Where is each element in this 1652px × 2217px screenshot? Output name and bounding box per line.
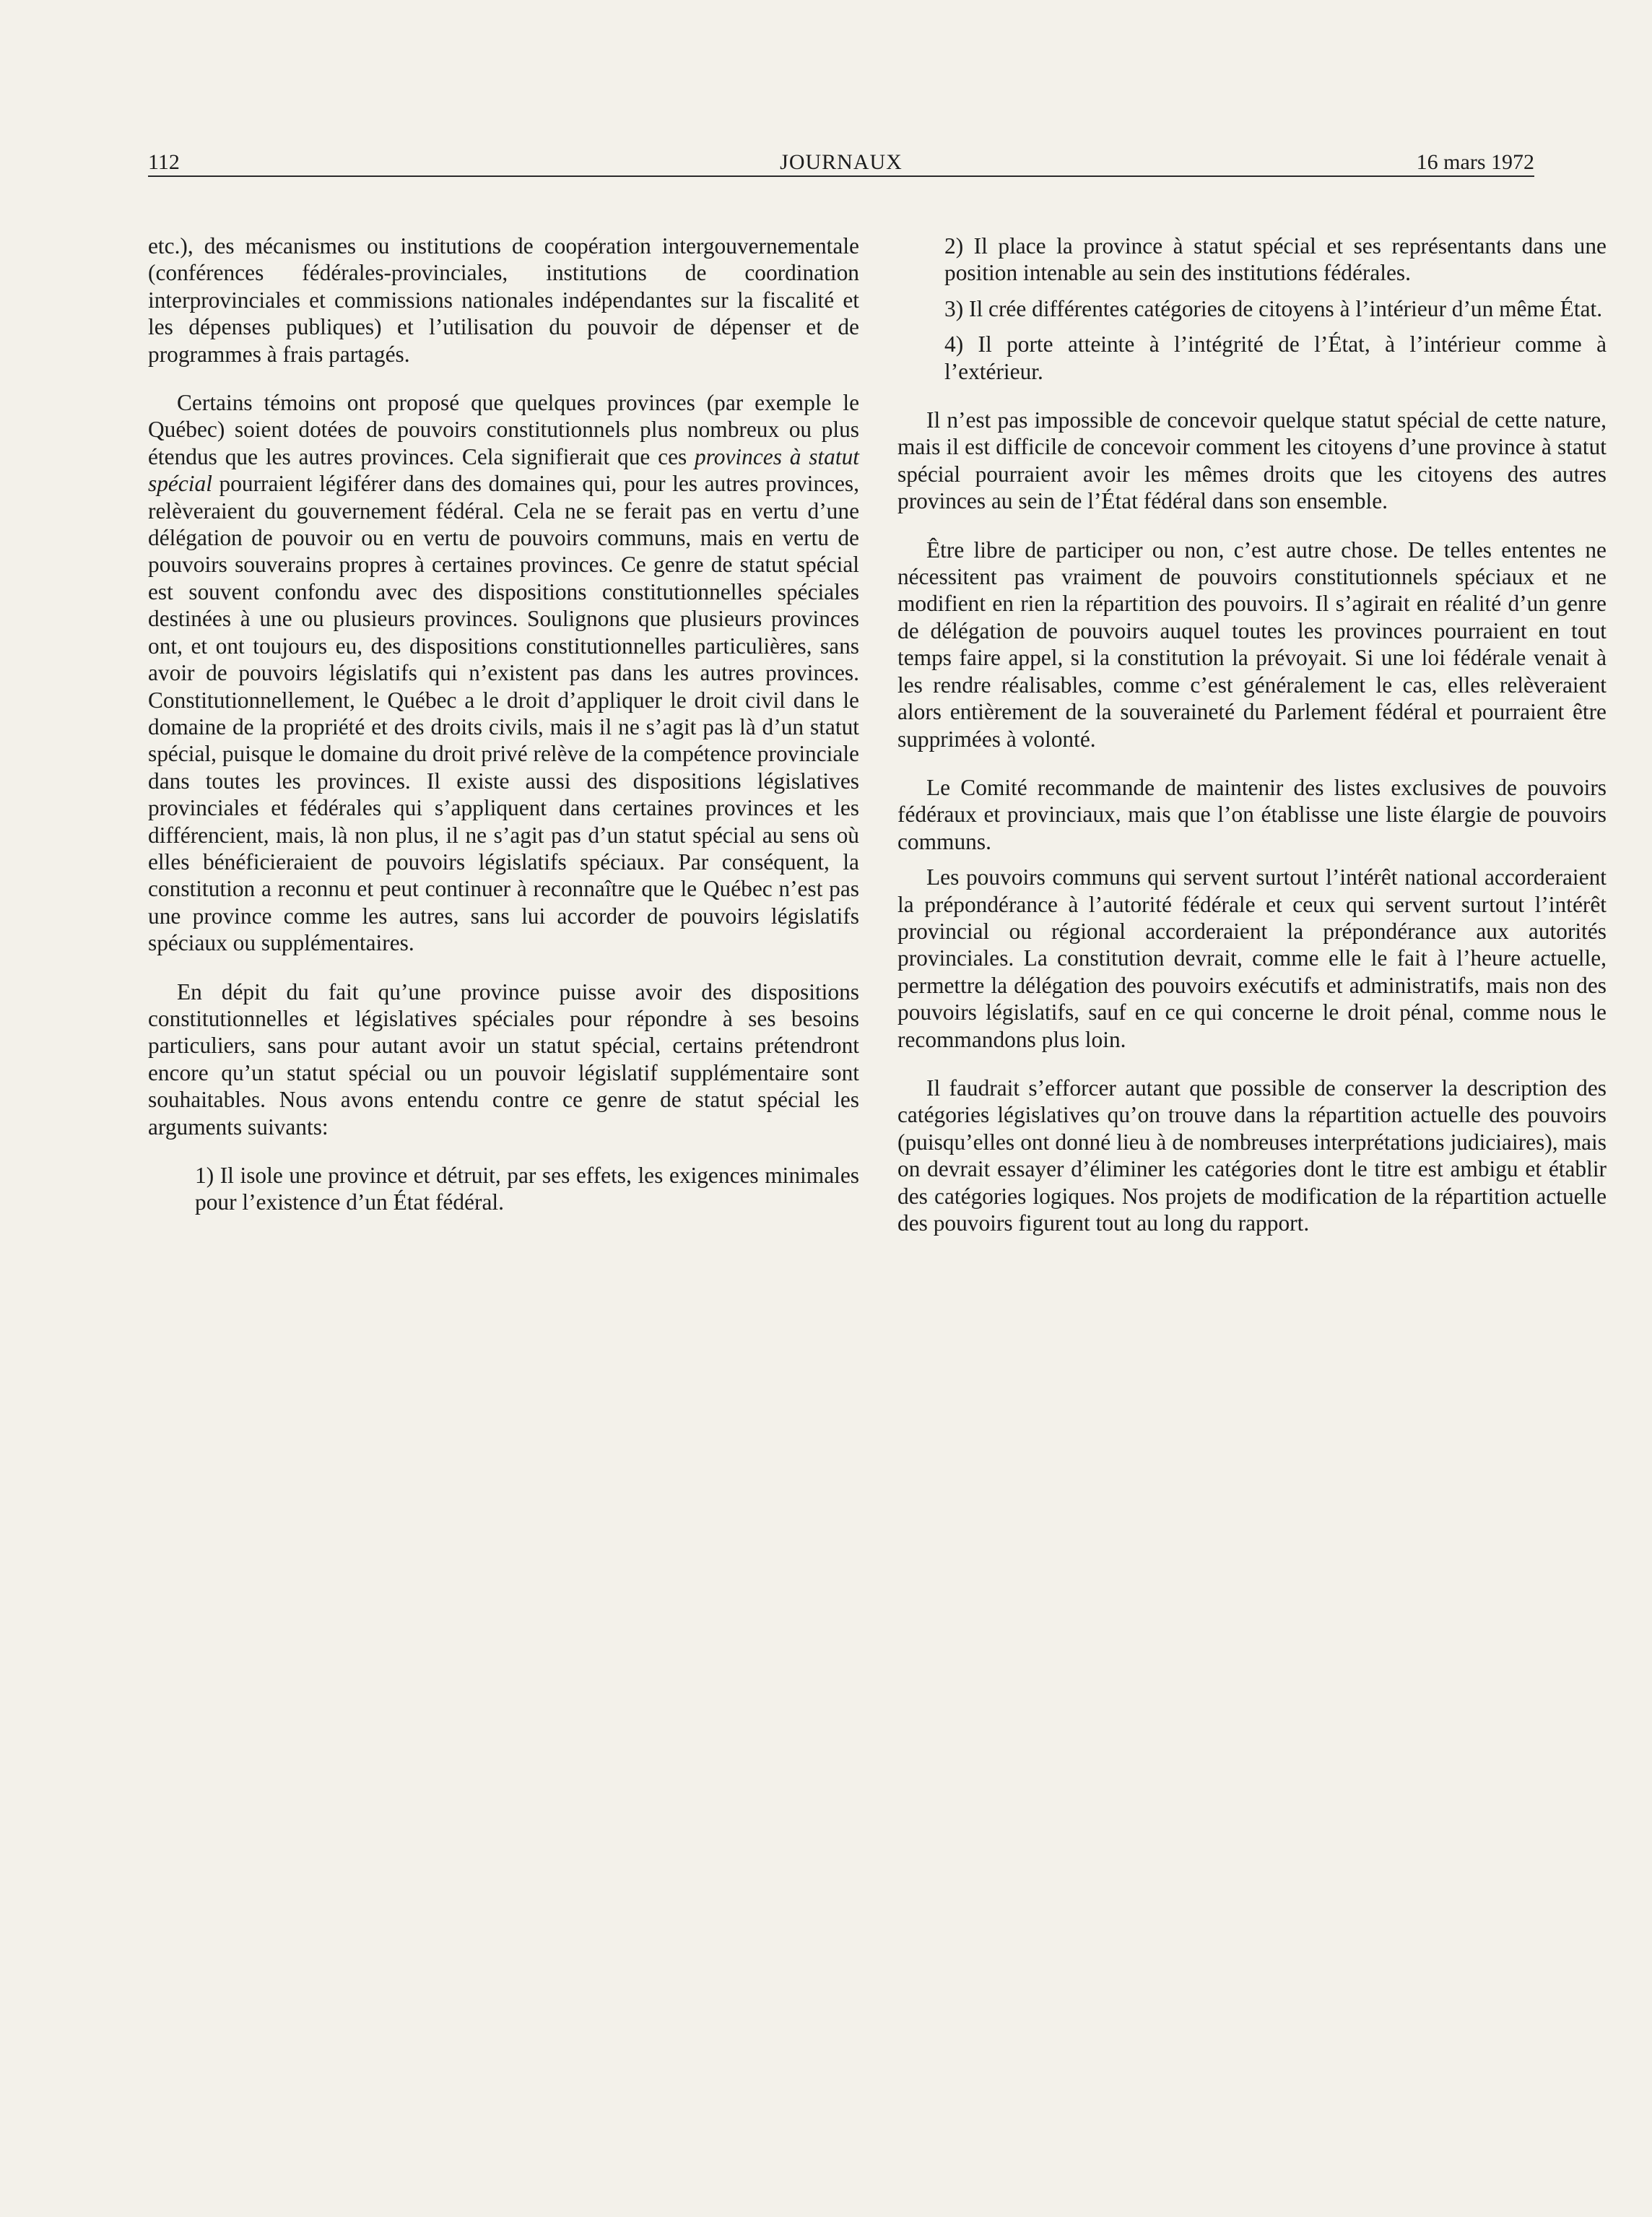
page-number: 112 (148, 150, 180, 174)
header-rule (148, 175, 1534, 177)
paragraph-text: pourraient légiférer dans des domaines qui, pour les autres provinces, relèveraient du gouvernement fédéral. Cela ne se ferait pas en vertu d’une délégation de pouvoir ou en vertu de pouvoirs communs, mais en vertu de pouvoirs souverains propres à certaines provinces. Ce genre de statut spécial est souvent confondu avec des dispositions constitutionnelles spéciales destinées à une ou plusieurs provinces. Soulignons que plusieurs provinces ont, et ont toujours eu, des dispositions constitutionnelles particulières, sans avoir de pouvoirs législatifs qui n’existent pas dans les autres provinces. Constitutionnellement, le Québec a le droit d’appliquer le droit civil dans le domaine de la propriété et des droits civils, mais il ne s’agit pas là d’un statut spécial, puisque le domaine du droit privé relève de la compétence provinciale dans toutes les provinces. Il existe aussi des dispositions législatives provinciales et fédérales qui s’appliquent dans certaines provinces et les différencient, mais, là non plus, il ne s’agit pas d’un statut spécial au sens où elles bénéficieraient de pouvoirs législatifs spéciaux. Par conséquent, la constitution a reconnu et peut continuer à reconnaître que le Québec n’est pas une province comme les autres, sans lui accorder de pouvoirs législatifs spéciaux ou supplémentaires. (148, 471, 859, 956)
argument-item-1: 1) Il isole une province et détruit, par ses effets, les exigences minimales pour l’existence d’un État fédéral. (195, 1163, 859, 1215)
journal-title: JOURNAUX (780, 150, 903, 174)
argument-item-4: 4) Il porte atteinte à l’intégrité de l’État, à l’intérieur comme à l’extérieur. (944, 331, 1607, 384)
paragraph-recommendation: Le Comité recommande de maintenir des listes exclusives de pouvoirs fédéraux et provinciaux, mais que l’on établisse une liste élargie de pouvoirs communs. (897, 774, 1607, 854)
argument-item-2: 2) Il place la province à statut spécial et ses représentants dans une position intenable au sein des institutions fédérales. (944, 233, 1607, 286)
paragraph-conclusion: Il n’est pas impossible de concevoir quelque statut spécial de cette nature, mais il est difficile de concevoir comment les citoyens d’une province à statut spécial pourraient avoir les mêmes droits que les citoyens des autres provinces au sein de l’État fédéral dans son ensemble. (897, 407, 1607, 514)
paragraph-special-status (148, 389, 859, 957)
paragraph-legislative-categories: Il faudrait s’efforcer autant que possible de conserver la description des catégories législatives qu’on trouve dans la répartition actuelle des pouvoirs (puisqu’elles ont donné lieu à de nombreuses interprétations judiciaires), mais on devrait essayer d’éliminer les catégories dont le titre est ambigu et établir des catégories logiques. Nos projets de modification de la répartition actuelle des pouvoirs figurent tout au long du rapport. (897, 1075, 1607, 1236)
paragraph-participation: Être libre de participer ou non, c’est autre chose. De telles ententes ne nécessitent pas vraiment de pouvoirs constitutionnels spéciaux et ne modifient en rien la répartition des pouvoirs. Il s’agirait en réalité d’un genre de délégation de pouvoirs auquel toutes les provinces pourraient en tout temps faire appel, si la constitution la prévoyait. Si une loi fédérale venait à les rendre réalisables, comme c’est généralement le cas, elles relèveraient alors entièrement de la souveraineté du Parlement fédéral et pourraient être supprimées à volonté. (897, 537, 1607, 752)
header-date: 16 mars 1972 (1416, 150, 1534, 174)
left-column (148, 233, 859, 1238)
paragraph-text: Certains témoins ont proposé que quelques provinces (par exemple le Québec) soient dotées de pouvoirs constitutionnels plus nombreux ou plus étendus que les autres provinces. Cela signifierait que ces (148, 390, 859, 469)
paragraph-continued: etc.), des mécanismes ou institutions de coopération intergouvernementale (conférences fédérales-provinciales, institutions de coordination interprovinciales et commissions nationales indépendantes sur la fiscalité et les dépenses publiques) et l’utilisation du pouvoir de dépenser et de programmes à frais partagés. (148, 233, 859, 367)
running-header (148, 147, 1534, 178)
right-column (897, 233, 1607, 1258)
argument-item-3: 3) Il crée différentes catégories de citoyens à l’intérieur d’un même État. (944, 295, 1603, 321)
paragraph-arguments-intro: En dépit du fait qu’une province puisse avoir des dispositions constitutionnelles et législatives spéciales pour répondre à ses besoins particuliers, sans pour autant avoir un statut spécial, certains prétendront encore qu’un statut spécial ou un pouvoir législatif supplémentaire sont souhaitables. Nous avons entendu contre ce genre de statut spécial les arguments suivants: (148, 979, 859, 1140)
italic-term: provinces à statut spécial (148, 443, 859, 497)
paragraph-common-powers: Les pouvoirs communs qui servent surtout l’intérêt national accorderaient la prépondérance à l’autorité fédérale et ceux qui servent surtout l’intérêt provincial ou régional accorderaient la prépondérance aux autorités provinciales. La constitution devrait, comme elle le fait à l’heure actuelle, permettre la délégation des pouvoirs exécutifs et administratifs, mais non des pouvoirs législatifs, sauf en ce qui concerne le droit pénal, comme nous le recommandons plus loin. (897, 864, 1607, 1052)
